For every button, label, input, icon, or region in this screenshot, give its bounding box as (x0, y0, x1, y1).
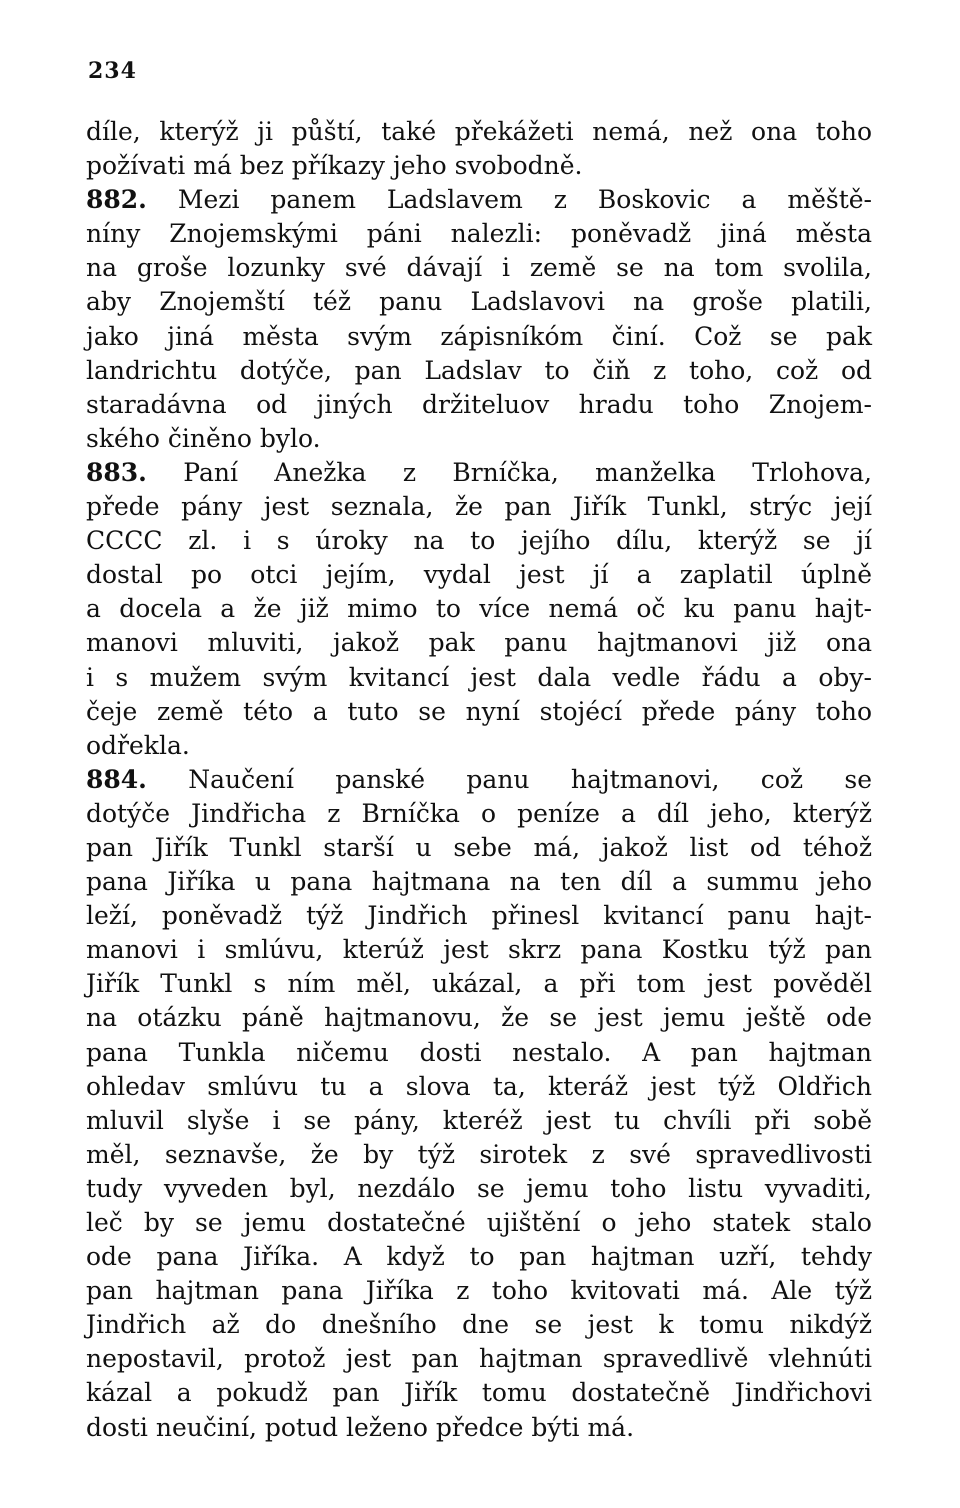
text-line: ode pana Jiříka. A když to pan hajtman uzří, tehdy (86, 1242, 872, 1272)
paragraph-number: 883. (86, 457, 147, 487)
text-line: a docela a že již mimo to více nemá oč ku panu hajt- (86, 594, 872, 624)
text-body (86, 115, 872, 1445)
text-line: požívati má bez příkazy jeho svobodně. (86, 151, 583, 181)
text-line: dostal po otci jejím, vydal jest jí a zaplatil úplně (86, 560, 872, 590)
paragraph (86, 115, 872, 183)
text-line: přede pány jest seznala, že pan Jiřík Tunkl, strýc její (86, 492, 872, 522)
text-line: jako jiná města svým zápisníkóm činí. Což se pak (86, 321, 872, 351)
text-line: měl, seznavše, že by týž sirotek z své spravedlivosti (86, 1139, 872, 1169)
text-line: i s mužem svým kvitancí jest dala vedle řádu a oby- (86, 662, 872, 692)
text-line: leč by se jemu dostatečné ujištění o jeho statek stalo (86, 1208, 872, 1237)
text-line: tudy vyveden byl, nezdálo se jemu toho listu vyvaditi, (86, 1173, 872, 1203)
text-line: Jiřík Tunkl s ním měl, ukázal, a při tom jest pověděl (86, 969, 872, 999)
text-line: níny Znojemskými páni nalezli: poněvadž jiná města (86, 219, 872, 249)
text-line: 882. Mezi panem Ladslavem z Boskovic a měště- (86, 185, 872, 215)
text-line: 884. Naučení panské panu hajtmanovi, což se (86, 764, 872, 794)
text-line: pana Jiříka u pana hajtmana na ten díl a summu jeho (86, 867, 872, 897)
text-line: díle, kterýž ji půští, také překážeti nemá, než ona toho (86, 117, 872, 146)
text-line: aby Znojemští též panu Ladslavovi na groše platili, (86, 287, 872, 317)
text-line: ohledav smlúvu tu a slova ta, kteráž jest týž Oldřich (86, 1071, 872, 1101)
text-line: kázal a pokudž pan Jiřík tomu dostatečně Jindřichovi (86, 1378, 872, 1408)
page-number: 234 (88, 58, 137, 84)
text-line: pan Jiřík Tunkl starší u sebe má, jakož list od téhož (86, 832, 872, 862)
text-line: dotýče Jindřicha z Brníčka o peníze a díl jeho, kterýž (86, 798, 872, 828)
text-line: mluvil slyše i se pány, kteréž jest tu chvíli při sobě (86, 1105, 872, 1135)
paragraph (86, 763, 872, 1445)
text-line: nepostavil, protož jest pan hajtman spravedlivě vlehnúti (86, 1344, 872, 1374)
text-line: pan hajtman pana Jiříka z toho kvitovati má. Ale týž (86, 1276, 872, 1306)
text-line: čeje země této a tuto se nyní stojécí přede pány toho (86, 696, 872, 726)
text-line: leží, poněvadž týž Jindřich přinesl kvitancí panu hajt- (86, 901, 872, 931)
text-line: manovi mluviti, jakož pak panu hajtmanovi již ona (86, 628, 872, 658)
text-line: na otázku páně hajtmanovu, že se jest jemu ještě ode (86, 1003, 872, 1033)
text-line: Jindřich až do dnešního dne se jest k tomu nikdýž (86, 1310, 872, 1340)
paragraph (86, 456, 872, 763)
text-line: pana Tunkla ničemu dosti nestalo. A pan hajtman (86, 1037, 872, 1067)
paragraph-number: 882. (86, 185, 147, 215)
text-line: ského činěno bylo. (86, 423, 321, 453)
text-line: 883. Paní Anežka z Brníčka, manželka Trlohova, (86, 457, 872, 487)
paragraph (86, 183, 872, 456)
text-line: manovi i smlúvu, kterúž jest skrz pana Kostku týž pan (86, 935, 872, 965)
text-line: staradávna od jiných držiteluov hradu toho Znojem- (86, 389, 872, 419)
text-line: CCCC zl. i s úroky na to jejího dílu, kterýž se jí (86, 526, 872, 556)
text-line: odřekla. (86, 730, 190, 760)
text-line: na groše lozunky své dávají i země se na tom svolila, (86, 253, 872, 283)
paragraph-number: 884. (86, 764, 147, 794)
text-line: landrichtu dotýče, pan Ladslav to čiň z toho, což od (86, 355, 872, 385)
text-line: dosti neučiní, potud leženo předce býti má. (86, 1412, 635, 1442)
